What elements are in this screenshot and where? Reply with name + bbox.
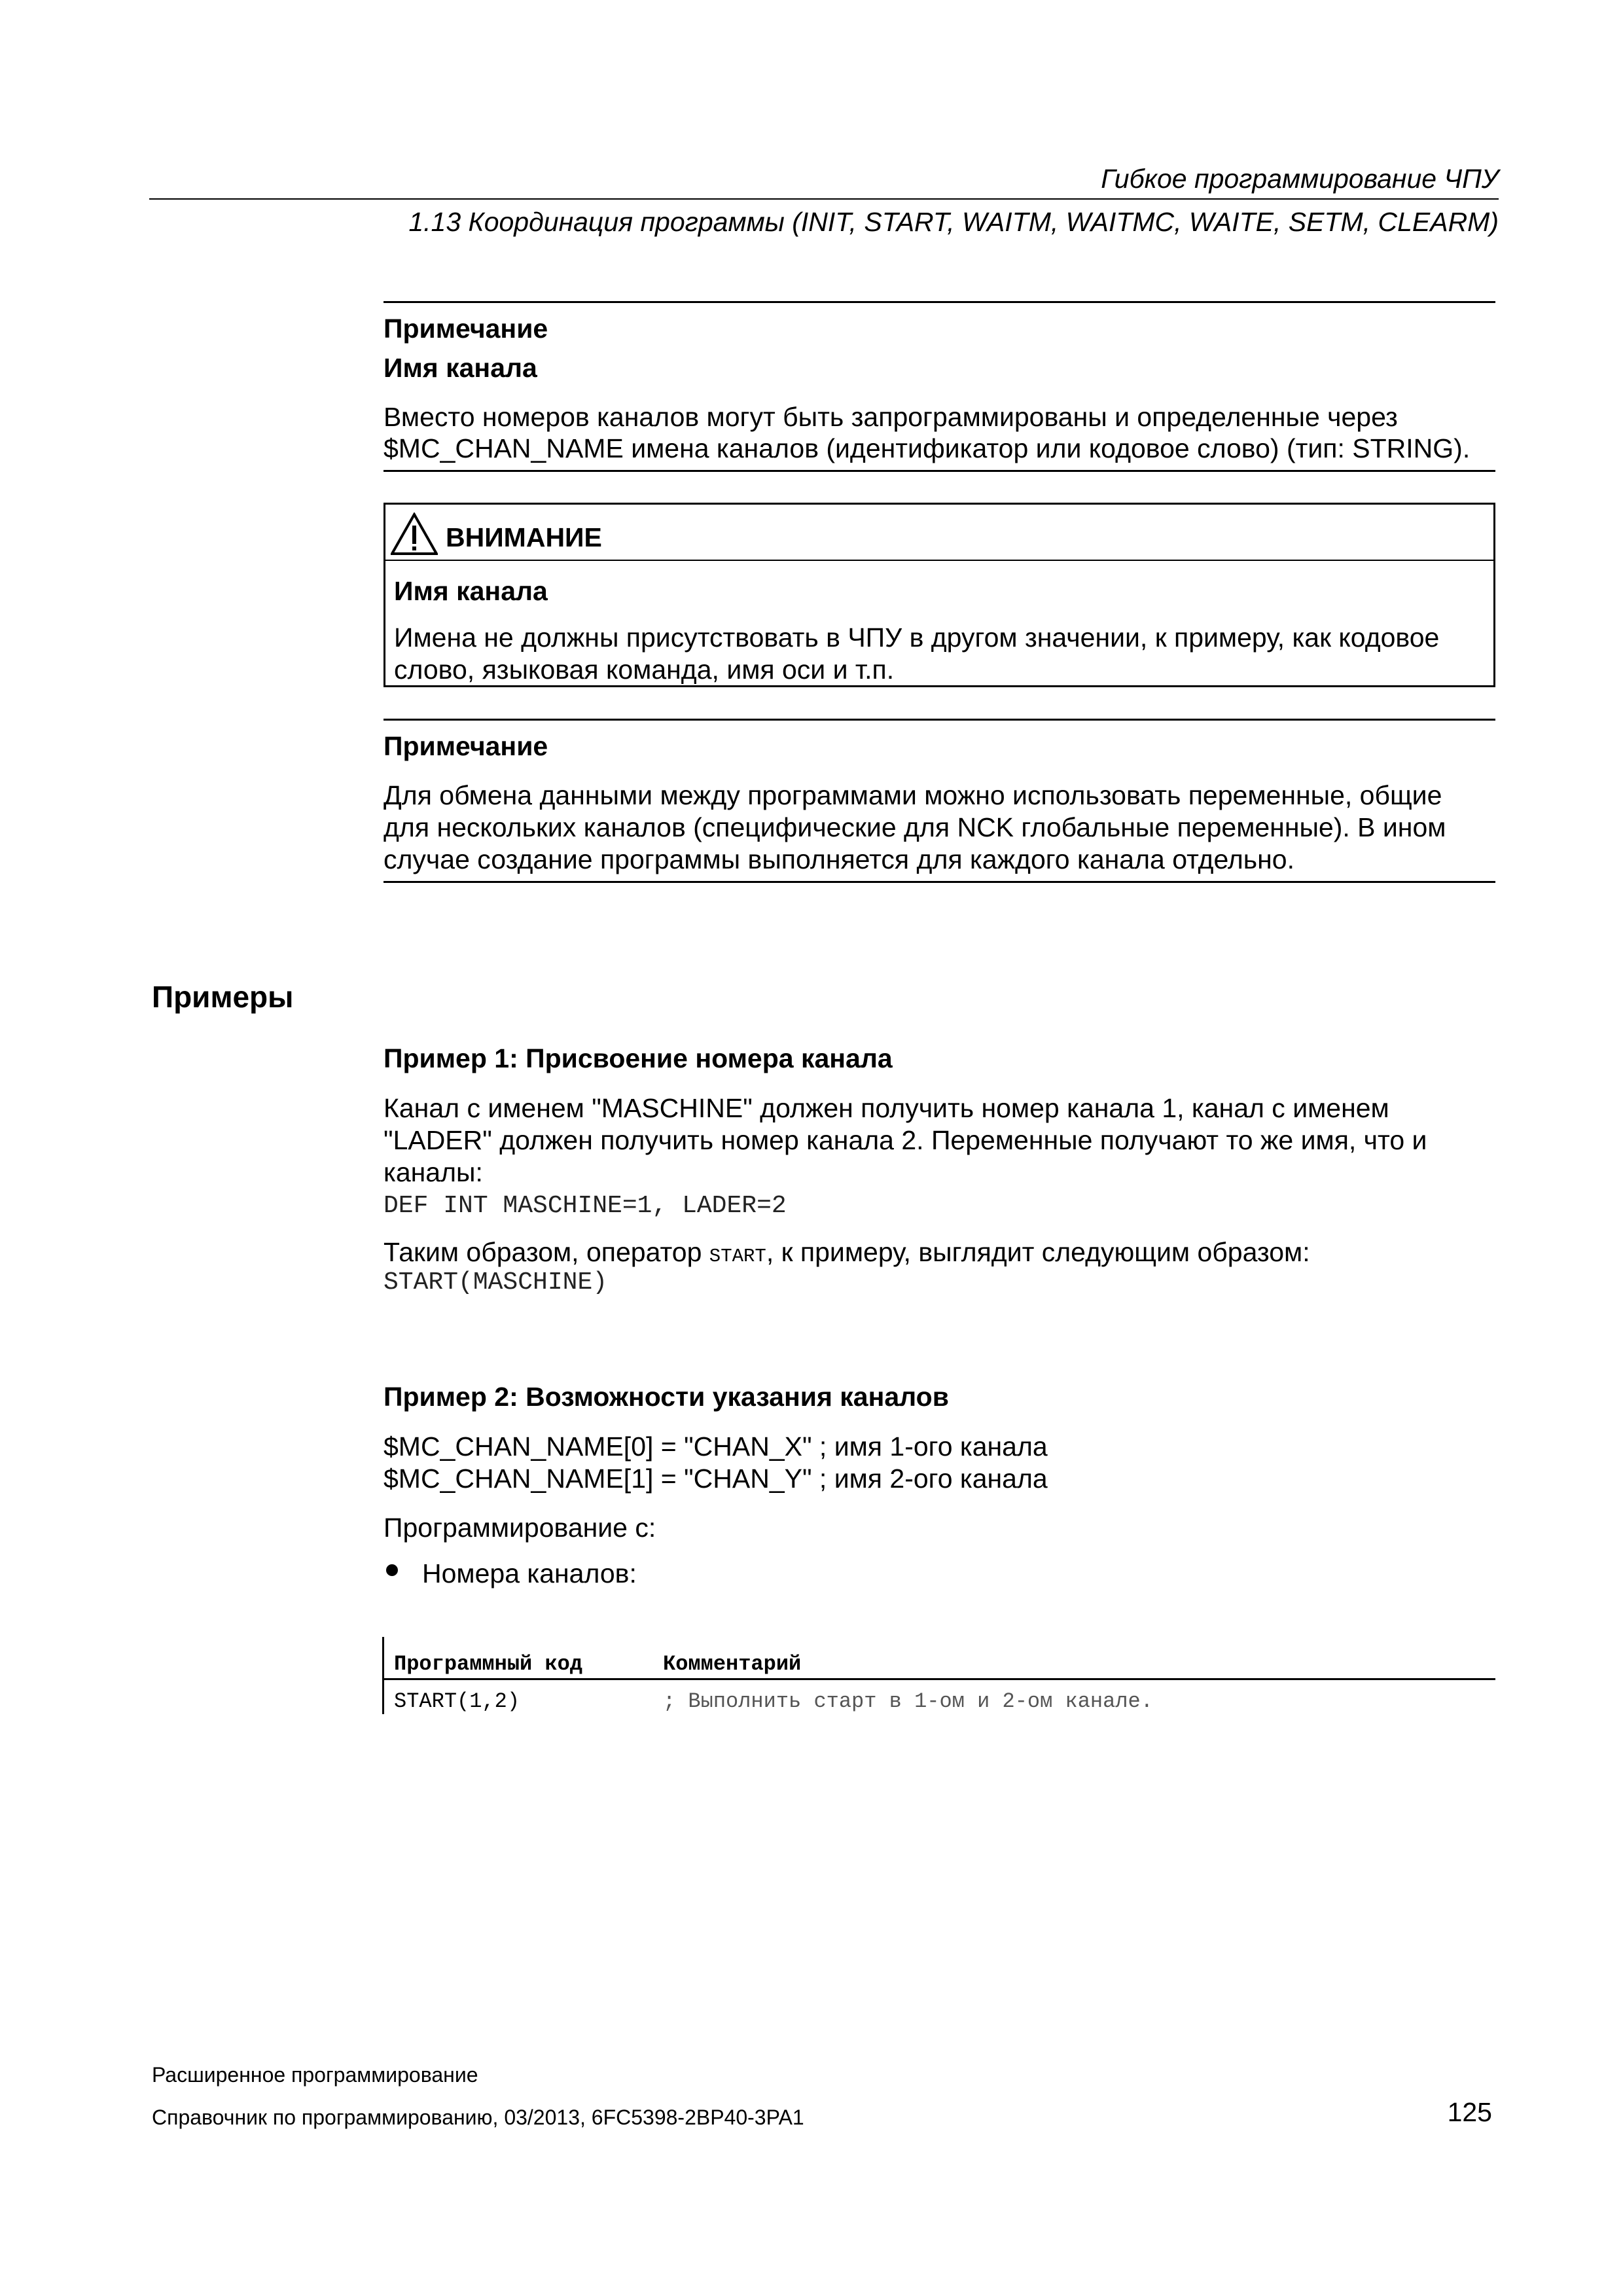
example1-line-2: "LADER" должен получить номер канала 2. Переменные получают то же имя, что и <box>383 1125 1427 1155</box>
running-header-section: 1.13 Координация программы (INIT, START, WAITM, WAITMC, WAITE, SETM, CLEARM) <box>408 207 1499 237</box>
examples-title: Примеры <box>152 980 294 1014</box>
example1-line-3: каналы: <box>383 1157 483 1187</box>
table-row-code: START(1,2) <box>394 1689 520 1713</box>
warning-line-2: слово, языковая команда, имя оси и т.п. <box>394 655 895 685</box>
warning-heading: Имя канала <box>394 576 548 606</box>
note1-top-rule <box>383 301 1495 303</box>
note2-bottom-rule <box>383 881 1495 883</box>
note1-label: Примечание <box>383 314 548 344</box>
footer-line-2: Справочник по программированию, 03/2013, 6FC5398-2BP40-3PA1 <box>152 2106 804 2129</box>
example2-line-1: $MC_CHAN_NAME[0] = "CHAN_X" ; имя 1-ого канала <box>383 1431 1048 1462</box>
example2-heading: Пример 2: Возможности указания каналов <box>383 1382 949 1412</box>
note2-line-1: Для обмена данными между программами можно использовать переменные, общие <box>383 780 1442 810</box>
table-row-comment: ; Выполнить старт в 1-ом и 2-ом канале. <box>663 1689 1153 1713</box>
warning-label: ВНИМАНИЕ <box>446 522 602 552</box>
note1-line-2: $MC_CHAN_NAME имена каналов (идентификатор или кодовое слово) (тип: STRING). <box>383 433 1471 463</box>
table-left-border <box>382 1637 384 1714</box>
example2-bullet-text: Номера каналов: <box>422 1558 637 1588</box>
note2-label: Примечание <box>383 731 548 761</box>
note1-heading: Имя канала <box>383 353 537 383</box>
note2-top-rule <box>383 719 1495 721</box>
table-header-code: Программный код <box>394 1652 583 1676</box>
header-rule <box>149 198 1499 200</box>
table-header-rule <box>383 1678 1495 1680</box>
warning-triangle-icon <box>391 512 438 556</box>
warning-divider <box>385 560 1493 561</box>
note2-line-2: для нескольких каналов (специфические для NCK глобальные переменные). В ином <box>383 812 1446 842</box>
example2-prog-label: Программирование с: <box>383 1513 656 1543</box>
note2-line-3: случае создание программы выполняется для каждого канала отдельно. <box>383 844 1294 874</box>
example1-text-2-before: Таким образом, оператор <box>383 1237 709 1267</box>
example1-code-1: DEF INT MASCHINE=1, LADER=2 <box>383 1192 787 1220</box>
page-number: 125 <box>1447 2097 1492 2127</box>
footer-line-1: Расширенное программирование <box>152 2063 478 2087</box>
warning-box <box>383 503 1495 687</box>
warning-line-1: Имена не должны присутствовать в ЧПУ в другом значении, к примеру, как кодовое <box>394 622 1440 653</box>
table-header-comment: Комментарий <box>663 1652 802 1676</box>
example1-inline-code: START <box>709 1246 766 1267</box>
example1-line-1: Канал с именем "MASCHINE" должен получить номер канала 1, канал с именем <box>383 1093 1389 1123</box>
example1-text-2-after: , к примеру, выглядит следующим образом: <box>766 1237 1310 1267</box>
example1-code-2: START(MASCHINE) <box>383 1268 608 1297</box>
bullet-dot <box>386 1564 398 1576</box>
note1-line-1: Вместо номеров каналов могут быть запрограммированы и определенные через <box>383 402 1398 432</box>
example2-line-2: $MC_CHAN_NAME[1] = "CHAN_Y" ; имя 2-ого канала <box>383 1463 1048 1494</box>
note1-bottom-rule <box>383 470 1495 472</box>
running-header-title: Гибкое программирование ЧПУ <box>1101 164 1499 194</box>
example1-heading: Пример 1: Присвоение номера канала <box>383 1043 893 1073</box>
